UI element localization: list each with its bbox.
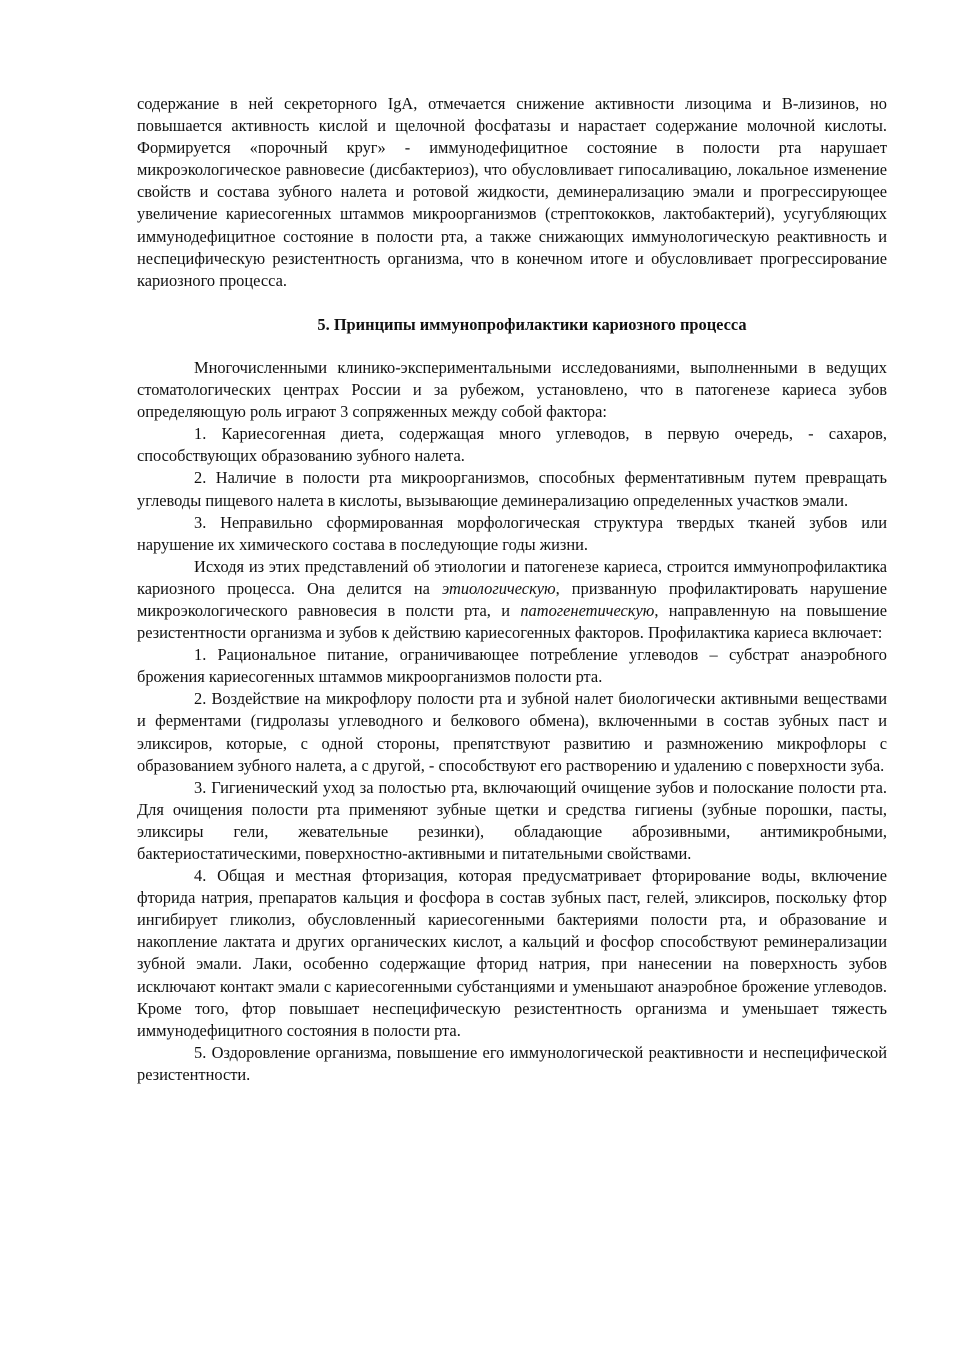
section-heading: 5. Принципы иммунопрофилактики кариозного процесса [317,314,747,334]
etiological-term: этиологическую [441,578,556,598]
prophylaxis-text-3: , направленную на повышение резистентности организма и зубов к действию кариесогенных факторов. Профилактика кариеса включает: [137,600,887,643]
measure-item-4: 4. Общая и местная фторизация, которая предусматривает фторирование воды, включение фторида натрия, препаратов кальция и фосфора в состав зубных паст, гелей, эликсиров, поскольку фтор ингибирует гликолиз, обусловленный кариесогенными бактериями полости рта, и образование и накопление лактата и других органических кислот, а кальций и фосфор способствуют реминерализации зубной эмали. Лаки, особенно содержащие фторид натрия, при нанесении на поверхность зубов исключают контакт эмали с кариесогенными субстанциями и уменьшают анаэробное брожение углеводов. Кроме того, фтор повышает неспецифическую резистентность организма и уменьшает тяжесть иммунодефицитного состояния в полости рта. [137,866,887,1040]
prophylaxis-text-2: , призванную профилактировать нарушение микроэкологического равновесия в полсти рта, и [137,578,887,620]
studies-paragraph: Многочисленными клинико-экспериментальными исследованиями, выполненными в ведущих стоматологических центрах России и за рубежом, установлено, что в патогенезе кариеса зубов определяющую роль играют 3 сопряженных между собой фактора: [137,357,887,422]
measure-item-3: 3. Гигиенический уход за полостью рта, включающий очищение зубов и полоскание полости рта. Для очищения полости рта применяют зубные щетки и средства гигиены (зубные порошки, пасты, эликсиры гели, жевательные резинки), обладающие аброзивными, антимикробными, бактериостатическими, поверхностно-активными и питательными свойствами. [137,777,887,863]
measure-item-2: 2. Воздействие на микрофлору полости рта и зубной налет биологически активными веществами и ферментами (гидролазы углеводного и белкового обмена), включенными в состав зубных паст и эликсиров, которые, с одной стороны, препятствуют развитию и размножению микрофлоры с образованием зубного налета, а с другой, - способствуют его растворению и удалению с поверхности зуба. [137,689,887,775]
document-page [137,93,887,1086]
prophylaxis-paragraph [137,556,887,644]
intro-paragraph: содержание в ней секреторного IgA, отмечается снижение активности лизоцима и B-лизинов, но повышается активность кислой и щелочной фосфатазы и нарастает содержание молочной кислоты. Формируется «порочный круг» - иммунодефицитное состояние в полости рта нарушает микроэкологическое равновесие (дисбактериоз), что обусловливает гипосаливацию, локальное изменение свойств и состава зубного налета и ротовой жидкости, деминерализацию эмали и прогрессирующее увеличение кариесогенных штаммов микроорганизмов (стрептококков, лактобактерий), усугубляющих иммунодефицитное состояние в полости рта, а также снижающих иммунологическую реактивность и неспецифическую резистентность организма, что в конечном итоге и обусловливает прогрессирование кариозного процесса. [137,94,887,290]
factor-item-3: 3. Неправильно сформированная морфологическая структура твердых тканей зубов или нарушение их химического состава в последующие годы жизни. [137,512,887,554]
measure-item-5: 5. Оздоровление организма, повышение его иммунологической реактивности и неспецифической резистентности. [137,1042,887,1084]
pathogenetic-term: патогенетическую [520,600,655,620]
measure-item-1: 1. Рациональное питание, ограничивающее потребление углеводов – субстрат анаэробного брожения кариесогенных штаммов микроорганизмов полости рта. [137,645,887,687]
prophylaxis-text-1: Исходя из этих представлений об этиологии и патогенезе кариеса, строится иммунопрофилактика кариозного процесса. Она делится на [137,556,887,598]
factor-item-1: 1. Кариесогенная диета, содержащая много углеводов, в первую очередь, - сахаров, способствующих образованию зубного налета. [137,424,887,466]
factor-item-2: 2. Наличие в полости рта микроорганизмов, способных ферментативным путем превращать углеводы пищевого налета в кислоты, вызывающие деминерализацию определенных участков эмали. [137,468,887,510]
